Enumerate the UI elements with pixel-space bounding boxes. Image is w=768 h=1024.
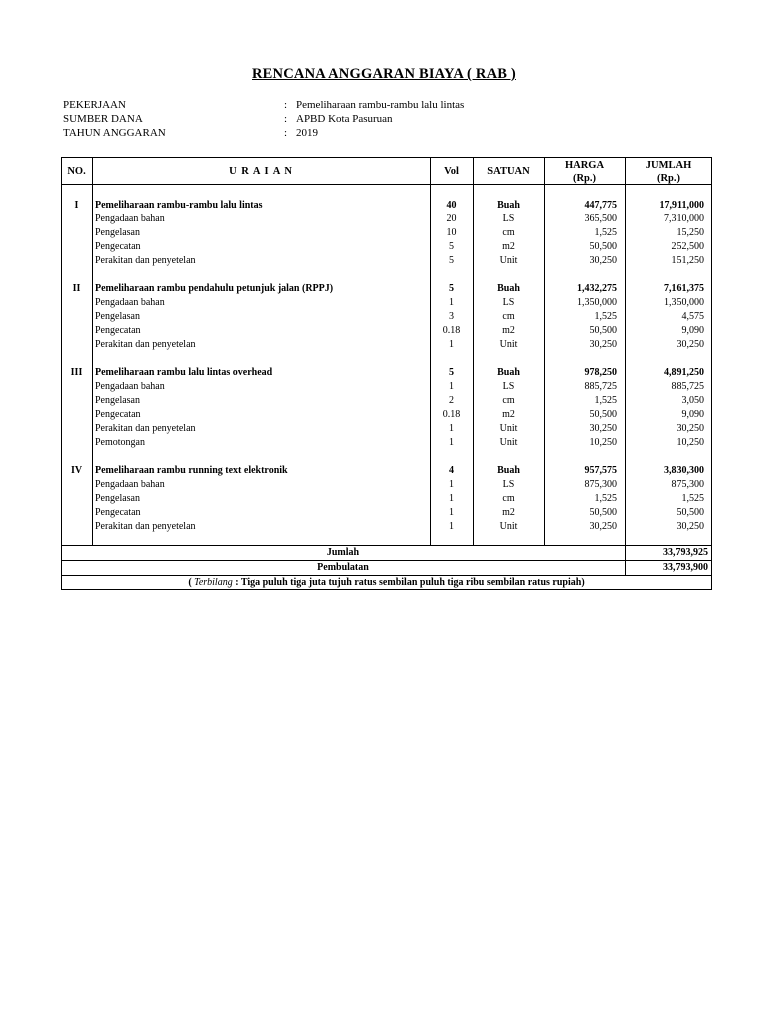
section-vol: 5: [449, 283, 454, 294]
info-value: APBD Kota Pasuruan: [296, 113, 393, 125]
item-vol: 1: [449, 437, 454, 448]
item-vol: 5: [449, 241, 454, 252]
item-uraian: Pengadaan bahan: [95, 479, 165, 490]
item-satuan: LS: [502, 297, 515, 308]
terbilang-label: Terbilang: [194, 577, 233, 588]
header-uraian: U R A I A N: [229, 166, 293, 177]
item-satuan: LS: [502, 213, 515, 224]
item-uraian: Perakitan dan penyetelan: [95, 255, 196, 266]
item-harga: 50,500: [589, 507, 617, 518]
item-harga: 50,500: [589, 241, 617, 252]
section-harga: 1,432,275: [577, 283, 617, 294]
item-harga: 30,250: [589, 423, 617, 434]
item-jumlah: 4,575: [681, 311, 704, 322]
section-vol: 5: [449, 367, 454, 378]
item-uraian: Pengecatan: [95, 241, 141, 252]
item-vol: 3: [449, 311, 454, 322]
item-vol: 1: [449, 479, 454, 490]
item-harga: 50,500: [589, 325, 617, 336]
item-jumlah: 151,250: [671, 255, 704, 266]
item-uraian: Pengecatan: [95, 409, 141, 420]
item-jumlah: 30,250: [676, 339, 704, 350]
item-harga: 50,500: [589, 409, 617, 420]
item-uraian: Perakitan dan penyetelan: [95, 339, 196, 350]
item-harga: 1,525: [594, 227, 617, 238]
terbilang-row: [61, 576, 712, 589]
section-satuan: Buah: [497, 465, 520, 476]
item-harga: 30,250: [589, 521, 617, 532]
item-satuan: Unit: [499, 423, 518, 434]
item-vol: 10: [446, 227, 457, 238]
section-harga: 957,575: [584, 465, 617, 476]
item-jumlah: 3,050: [681, 395, 704, 406]
item-jumlah: 9,090: [681, 409, 704, 420]
item-vol: 1: [449, 507, 454, 518]
section-jumlah: 4,891,250: [664, 367, 704, 378]
section-title: Pemeliharaan rambu-rambu lalu lintas: [95, 200, 263, 211]
section-satuan: Buah: [497, 367, 520, 378]
item-jumlah: 50,500: [676, 507, 704, 518]
item-vol: 1: [449, 521, 454, 532]
item-jumlah: 885,725: [671, 381, 704, 392]
item-harga: 1,525: [594, 311, 617, 322]
header-jumlah: JUMLAH: [645, 160, 692, 171]
column-divider: [92, 157, 93, 545]
item-satuan: Unit: [499, 437, 518, 448]
item-harga: 885,725: [584, 381, 617, 392]
item-vol: 20: [446, 213, 457, 224]
header-vol: Vol: [444, 166, 459, 177]
terbilang-text: : Tiga puluh tiga juta tujuh ratus sembilan puluh tiga ribu sembilan ratus rupiah): [232, 577, 585, 588]
section-title: Pemeliharaan rambu lalu lintas overhead: [95, 367, 273, 378]
item-harga: 30,250: [589, 339, 617, 350]
item-vol: 1: [449, 381, 454, 392]
info-colon: :: [284, 113, 288, 125]
header-no: NO.: [67, 166, 86, 177]
section-number: IV: [70, 465, 83, 476]
section-number: III: [70, 367, 83, 378]
item-vol: 5: [449, 255, 454, 266]
section-title: Pemeliharaan rambu running text elektronik: [95, 465, 288, 476]
header-jumlah-unit: (Rp.): [656, 173, 681, 184]
item-uraian: Pengecatan: [95, 507, 141, 518]
document-title: RENCANA ANGGARAN BIAYA ( RAB ): [252, 66, 516, 82]
item-jumlah: 30,250: [676, 521, 704, 532]
item-satuan: m2: [502, 409, 515, 420]
info-colon: :: [284, 99, 288, 111]
info-value: Pemeliharaan rambu-rambu lalu lintas: [296, 99, 465, 111]
item-vol: 0.18: [442, 325, 461, 336]
item-harga: 1,350,000: [577, 297, 617, 308]
item-uraian: Pengelasan: [95, 227, 140, 238]
info-label: SUMBER DANA: [63, 113, 143, 125]
item-uraian: Pengelasan: [95, 395, 140, 406]
item-uraian: Perakitan dan penyetelan: [95, 423, 196, 434]
section-satuan: Buah: [497, 200, 520, 211]
info-colon: :: [284, 127, 288, 139]
header-harga: HARGA: [564, 160, 605, 171]
section-jumlah: 17,911,000: [659, 200, 704, 211]
section-number: II: [72, 283, 81, 294]
item-harga: 30,250: [589, 255, 617, 266]
item-satuan: LS: [502, 381, 515, 392]
item-satuan: cm: [502, 311, 515, 322]
item-jumlah: 252,500: [671, 241, 704, 252]
item-uraian: Pengecatan: [95, 325, 141, 336]
item-vol: 1: [449, 339, 454, 350]
item-uraian: Pengelasan: [95, 311, 140, 322]
section-title: Pemeliharaan rambu pendahulu petunjuk jalan (RPPJ): [95, 283, 334, 294]
info-label: TAHUN ANGGARAN: [63, 127, 166, 139]
item-uraian: Pengadaan bahan: [95, 297, 165, 308]
item-uraian: Pengadaan bahan: [95, 381, 165, 392]
item-vol: 0.18: [442, 409, 461, 420]
jumlah-label: Jumlah: [326, 547, 360, 558]
item-satuan: cm: [502, 227, 515, 238]
item-uraian: Pemotongan: [95, 437, 145, 448]
item-uraian: Perakitan dan penyetelan: [95, 521, 196, 532]
item-jumlah: 875,300: [671, 479, 704, 490]
item-uraian: Pengadaan bahan: [95, 213, 165, 224]
item-harga: 10,250: [589, 437, 617, 448]
info-value: 2019: [296, 127, 318, 139]
info-label: PEKERJAAN: [63, 99, 126, 111]
pembulatan-label: Pembulatan: [317, 562, 369, 573]
section-jumlah: 7,161,375: [664, 283, 704, 294]
item-harga: 1,525: [594, 493, 617, 504]
section-vol: 4: [449, 465, 454, 476]
item-satuan: Unit: [499, 521, 518, 532]
section-harga: 447,775: [584, 200, 617, 211]
item-satuan: LS: [502, 479, 515, 490]
item-satuan: cm: [502, 395, 515, 406]
item-harga: 365,500: [584, 213, 617, 224]
section-jumlah: 3,830,300: [664, 465, 704, 476]
item-vol: 2: [449, 395, 454, 406]
item-vol: 1: [449, 297, 454, 308]
section-number: I: [74, 200, 79, 211]
header-harga-unit: (Rp.): [572, 173, 597, 184]
item-vol: 1: [449, 423, 454, 434]
item-harga: 1,525: [594, 395, 617, 406]
section-vol: 40: [446, 200, 457, 211]
item-satuan: m2: [502, 241, 515, 252]
item-jumlah: 30,250: [676, 423, 704, 434]
item-harga: 875,300: [584, 479, 617, 490]
item-jumlah: 1,525: [681, 493, 704, 504]
item-jumlah: 1,350,000: [664, 297, 704, 308]
item-jumlah: 10,250: [676, 437, 704, 448]
section-satuan: Buah: [497, 283, 520, 294]
item-jumlah: 7,310,000: [664, 213, 704, 224]
item-jumlah: 15,250: [676, 227, 704, 238]
jumlah-value: 33,793,925: [663, 547, 708, 558]
section-harga: 978,250: [584, 367, 617, 378]
item-uraian: Pengelasan: [95, 493, 140, 504]
item-satuan: Unit: [499, 255, 518, 266]
item-vol: 1: [449, 493, 454, 504]
item-satuan: Unit: [499, 339, 518, 350]
item-jumlah: 9,090: [681, 325, 704, 336]
item-satuan: m2: [502, 325, 515, 336]
pembulatan-value: 33,793,900: [663, 562, 708, 573]
item-satuan: cm: [502, 493, 515, 504]
header-satuan: SATUAN: [487, 166, 530, 177]
item-satuan: m2: [502, 507, 515, 518]
terbilang-open: (: [188, 577, 195, 588]
